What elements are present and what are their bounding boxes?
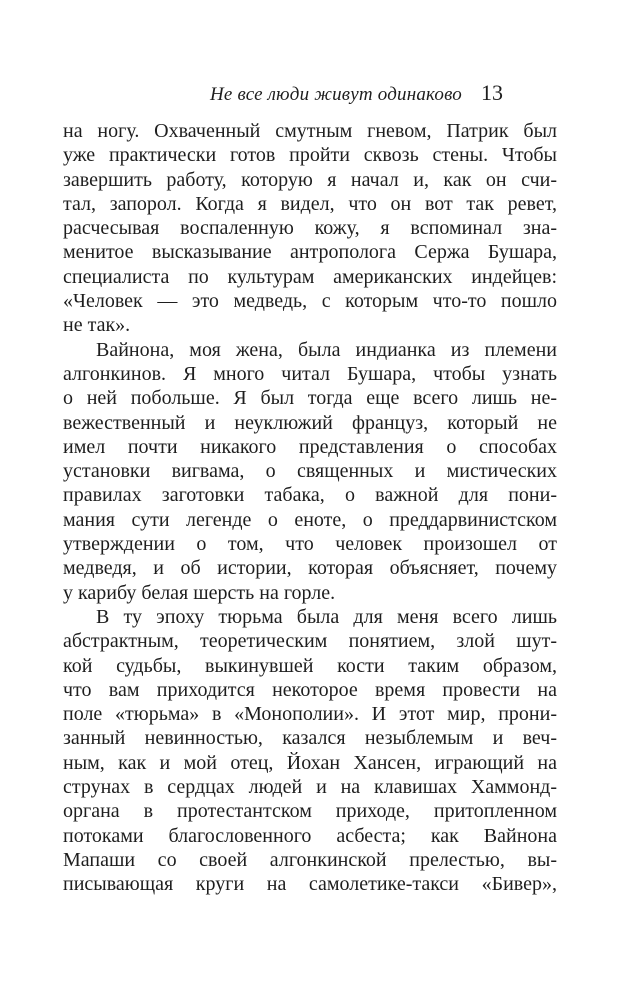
text-line: уже практически готов пройти сквозь стены. Чтобы bbox=[63, 144, 557, 167]
text-line: имел почти никакого представления о способах bbox=[63, 435, 557, 458]
text-line: на ногу. Охваченный смутным гневом, Патрик был bbox=[63, 120, 557, 142]
text-line: «Человек — это медведь, с которым что-то пошло bbox=[63, 290, 557, 313]
text-line: завершить работу, которую я начал и, как он счи- bbox=[63, 168, 557, 191]
text-line: струнах в сердцах людей и на клавишах Хаммонд- bbox=[63, 776, 557, 799]
text-line: поле «тюрьма» в «Монополии». И этот мир, прони- bbox=[63, 703, 557, 726]
text-line: не так». bbox=[63, 314, 131, 337]
text-line: медведя, и об истории, которая объясняет, почему bbox=[63, 557, 557, 580]
text-line: Вайнона, моя жена, была индианка из племени bbox=[96, 338, 557, 361]
paragraph bbox=[63, 605, 557, 897]
running-header bbox=[63, 80, 503, 106]
running-title: Не все люди живут одинаково bbox=[210, 84, 462, 105]
text-line: мания сути легенде о еноте, о преддарвинистском bbox=[63, 508, 557, 531]
text-line: кой судьбы, выкинувшей кости таким образом, bbox=[63, 654, 557, 677]
page-body bbox=[63, 119, 557, 897]
text-line: у карибу белая шерсть на горле. bbox=[63, 581, 336, 604]
text-line: расчесывая воспаленную кожу, я вспоминал зна- bbox=[63, 217, 557, 240]
text-line: В ту эпоху тюрьма была для меня всего лишь bbox=[96, 605, 557, 628]
paragraph bbox=[63, 338, 557, 605]
text-line: тал, запорол. Когда я видел, что он вот так ревет, bbox=[63, 192, 557, 215]
text-line: правилах заготовки табака, о важной для пони- bbox=[63, 484, 557, 507]
text-line: специалиста по культурам американских индейцев: bbox=[63, 265, 557, 288]
text-line: занный невинностью, казался незыблемым и веч- bbox=[63, 727, 557, 750]
text-line: о ней побольше. Я был тогда еще всего лишь не- bbox=[63, 387, 557, 410]
text-line: органа в протестантском приходе, притопленном bbox=[63, 800, 557, 823]
text-line: ным, как и мой отец, Йохан Хансен, играющий на bbox=[63, 751, 557, 774]
text-line: абстрактным, теоретическим понятием, злой шут- bbox=[63, 630, 557, 653]
text-line: вежественный и неуклюжий француз, который не bbox=[63, 411, 557, 434]
text-line: писывающая круги на самолетике-такси «Бивер», bbox=[63, 873, 557, 896]
text-line: что вам приходится некоторое время провести на bbox=[63, 678, 557, 701]
paragraph bbox=[63, 119, 557, 338]
text-line: алгонкинов. Я много читал Бушара, чтобы узнать bbox=[63, 362, 557, 385]
text-line: потоками благословенного асбеста; как Вайнона bbox=[63, 824, 557, 847]
text-line: утверждении о том, что человек произошел от bbox=[63, 533, 557, 556]
text-line: Мапаши со своей алгонкинской прелестью, вы- bbox=[63, 848, 557, 871]
page-number: 13 bbox=[481, 80, 503, 105]
text-line: установки вигвама, о священных и мистических bbox=[63, 460, 557, 483]
text-line: менитое высказывание антрополога Сержа Бушара, bbox=[63, 241, 557, 264]
